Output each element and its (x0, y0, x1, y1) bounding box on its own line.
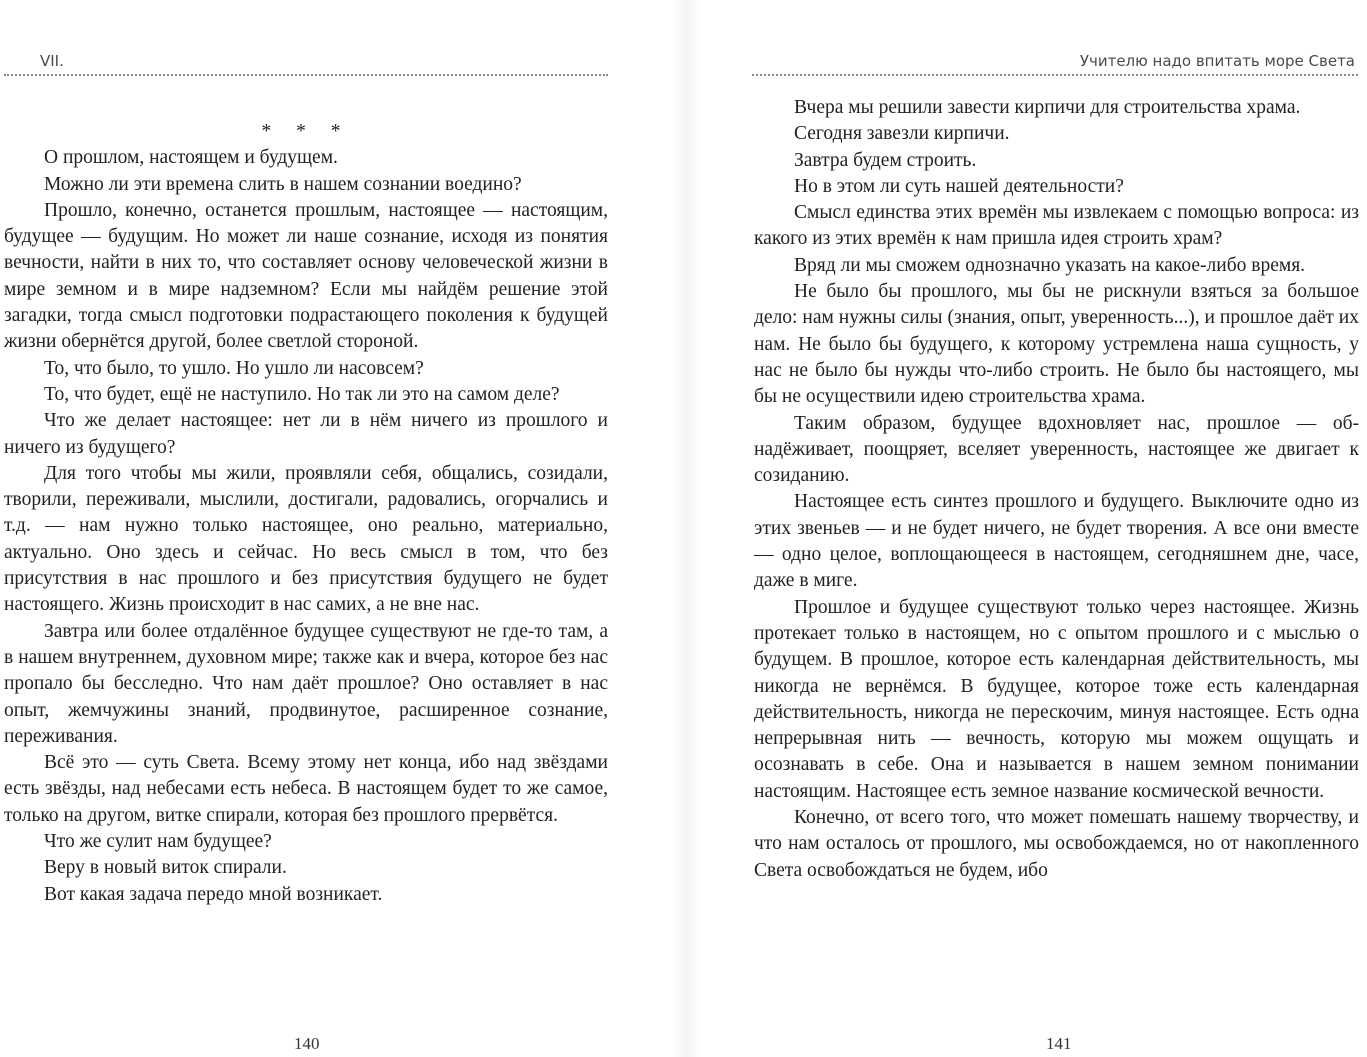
right-page (702, 0, 1367, 1057)
paragraph: Прошло, конечно, останется прошлым, настоящее — настоящим, будущее — будущим. Но может ли наше сознание, исходя из понятия вечности, найти в них то, что составляет основу человеческой жизни в мире земном и в мире надземном? Если мы найдём решение этой загадки, тогда смысл подготовки подрастающего поколения к будущей жизни обернётся другой, более светлой стороной. (4, 199, 608, 353)
left-page-text (4, 119, 608, 908)
header-dotted-rule (4, 74, 608, 76)
header-dotted-rule (752, 74, 1358, 76)
paragraph: Конечно, от всего того, что может помешать нашему творчеству, и что нам осталось от прошлого, мы освобождаемся, но от накопленного Света освобождаться не будем, ибо (754, 807, 1359, 881)
book-gutter (672, 0, 702, 1057)
left-page (0, 0, 672, 1057)
section-asterism: * * * (261, 121, 351, 142)
paragraph: То, что будет, ещё не наступило. Но так ли это на самом деле? (44, 383, 560, 405)
paragraph: Можно ли эти времена слить в нашем сознании воедино? (44, 173, 522, 195)
paragraph: О прошлом, настоящем и будущем. (44, 147, 338, 169)
paragraph: Таким образом, будущее вдохновляет нас, прошлое — обнадёживает, поощряет, вселяет уверенность, настоящее же двигает к созиданию. (754, 412, 1359, 487)
paragraph: То, что было, то ушло. Но ушло ли насовсем? (44, 357, 424, 379)
paragraph: Не было бы прошлого, мы бы не рискнули взяться за большое дело: нам нужны силы (знания, опыт, уверенность...), и прошлое даёт их нам. Не было бы будущего, к которому устремлена наша сущность, у нас не было бы нужды что-либо строить. Не было бы настоящего, мы бы не осуществили идею строительства храма. (754, 281, 1359, 408)
paragraph: Смысл единства этих времён мы извлекаем с помощью вопроса: из какого из этих времён к нам пришла идея строить храм? (754, 202, 1359, 250)
paragraph: Для того чтобы мы жили, проявляли себя, общались, созидали, творили, переживали, мыслили, достигали, радовались, огорчались и т.д. — нам нужно только настоящее, оно реально, материально, актуально. Оно здесь и сейчас. Но весь смысл в том, что без присутствия в нас прошлого и без присутствия будущего не будет настоящего. Жизнь происходит в нас самих, а не вне нас. (4, 462, 608, 616)
right-page-text (754, 95, 1359, 884)
paragraph: Но в этом ли суть нашей деятельности? (794, 175, 1124, 197)
paragraph: Что же сулит нам будущее? (44, 831, 272, 853)
paragraph: Вчера мы решили завести кирпичи для строительства храма. (794, 97, 1301, 118)
paragraph: Веру в новый виток спирали. (44, 857, 287, 879)
paragraph: Что же делает настоящее: нет ли в нём ничего из прошлого и ничего из будущего? (4, 410, 608, 458)
page-number: 140 (294, 1034, 320, 1053)
paragraph: Прошлое и будущее существуют только через настоящее. Жизнь протекает только в настоящем, но с опытом прошлого и с мыслью о будущем. В прошлое, которое есть календарная действительность, мы никогда не вернёмся. В будущее, которое тоже есть календарная действительность, никогда не перескочим, минуя настоящее. Есть одна непрерывная нить — вечность, которую мы можем ощущать и осознавать в себе. Она и называется в нашем земном понимании настоящим. Настоящее есть земное название космической вечности. (754, 596, 1359, 802)
chapter-running-head: VII. (40, 52, 64, 70)
paragraph: Завтра будем строить. (794, 149, 977, 171)
page-number: 141 (1046, 1034, 1072, 1053)
paragraph: Сегодня завезли кирпичи. (794, 123, 1010, 145)
paragraph: Вряд ли мы сможем однозначно указать на какое-либо время. (794, 254, 1306, 276)
paragraph: Вот какая задача передо мной возникает. (44, 883, 383, 905)
paragraph: Настоящее есть синтез прошлого и будущего. Выключите одно из этих звеньев — и не будет ничего, не будет творения. А все они вместе — одно целое, воплощающееся в настоящем, сегодняшнем дне, часе, даже в миге. (754, 491, 1359, 592)
paragraph: Завтра или более отдалённое будущее существуют не где-то там, а в нашем внутреннем, духовном мире; также как и вчера, которое без нас пропало бы бесследно. Что нам даёт прошлое? Оно оставляет в нас опыт, жемчужины знаний, продвинутое, расширенное сознание, переживания. (4, 620, 608, 747)
paragraph: Всё это — суть Света. Всему этому нет конца, ибо над звёздами есть звёзды, над небесами есть небеса. В настоящем будет то же самое, только на другом, витке спирали, которая без прошлого прервётся. (4, 752, 608, 826)
section-running-head: Учителю надо впитать море Света (1079, 52, 1355, 70)
